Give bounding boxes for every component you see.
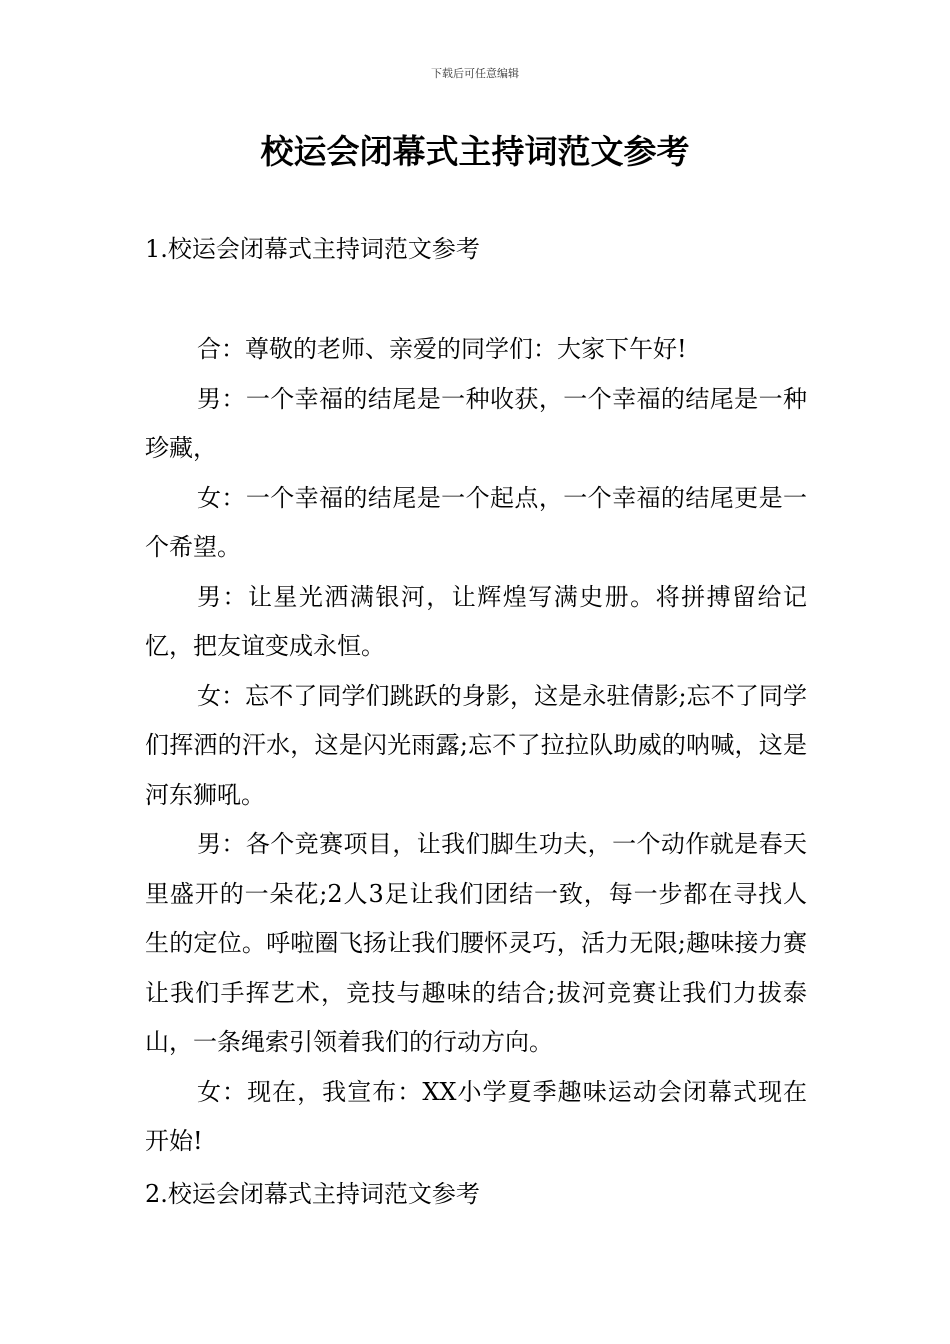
paragraph: 男：让星光洒满银河，让辉煌写满史册。将拼搏留给记忆，把友谊变成永恒。: [145, 582, 807, 660]
section-2: [145, 1170, 807, 1220]
paragraph: 女：一个幸福的结尾是一个起点，一个幸福的结尾更是一个希望。: [145, 483, 807, 561]
paragraph: 男：各个竞赛项目，让我们脚生功夫，一个动作就是春天里盛开的一朵花;2人3足让我们团结一致，每一步都在寻找人生的定位。呼啦圈飞扬让我们腰怀灵巧，活力无限;趣味接力赛让我们手挥艺术，竞技与趣味的结合;拔河竞赛让我们力拔泰山，一条绳索引领着我们的行动方向。: [145, 830, 807, 1056]
document-title: 校运会闭幕式主持词范文参考: [260, 132, 690, 171]
header-note: 下载后可任意编辑: [431, 67, 519, 80]
section-heading: 2.校运会闭幕式主持词范文参考: [145, 1180, 480, 1208]
section-1: [145, 225, 807, 275]
section-1-body: [145, 325, 807, 1167]
paragraph: 男：一个幸福的结尾是一种收获，一个幸福的结尾是一种珍藏，: [145, 384, 807, 462]
paragraph: 合：尊敬的老师、亲爱的同学们：大家下午好!: [197, 335, 687, 363]
paragraph: 女：忘不了同学们跳跃的身影，这是永驻倩影;忘不了同学们挥洒的汗水，这是闪光雨露;忘不了拉拉队助威的呐喊，这是河东狮吼。: [145, 681, 807, 809]
paragraph: 女：现在，我宣布：XX小学夏季趣味运动会闭幕式现在开始!: [145, 1077, 807, 1155]
section-heading: 1.校运会闭幕式主持词范文参考: [145, 235, 480, 263]
